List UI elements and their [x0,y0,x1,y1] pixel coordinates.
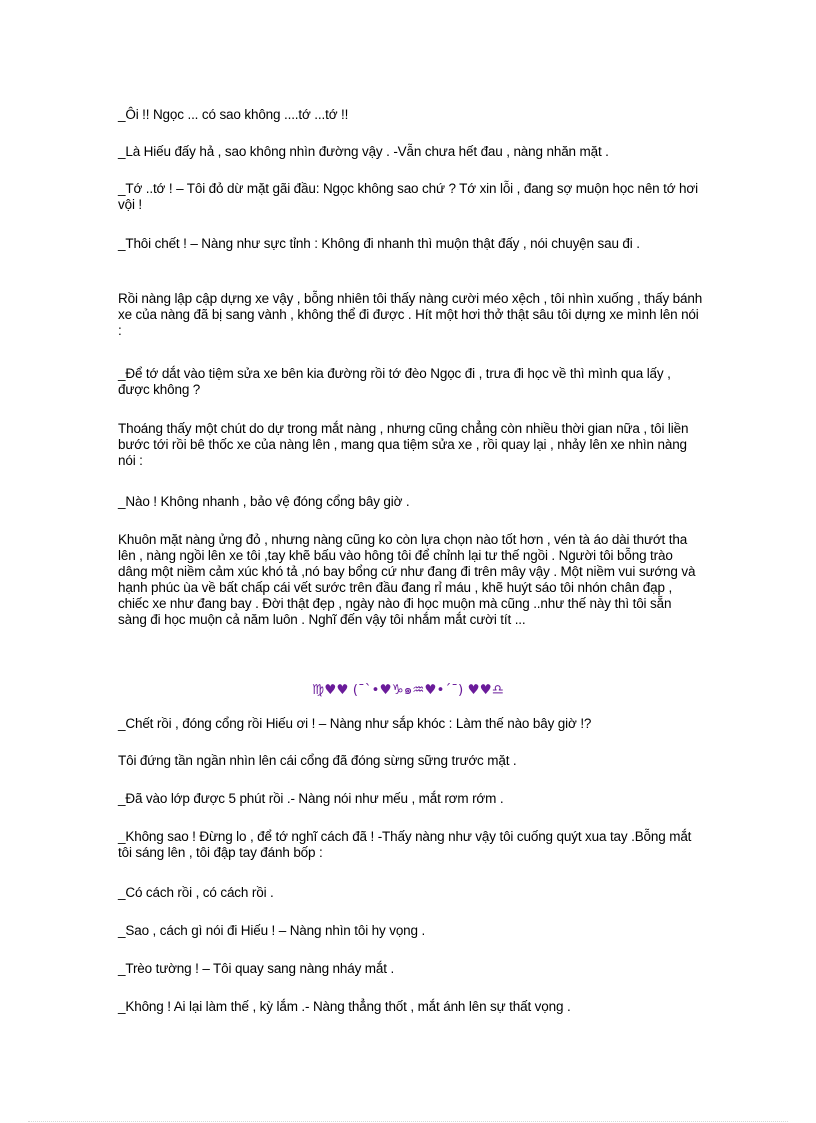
paragraph-text: Thoáng thấy một chút do dự trong mắt nàng , nhưng cũng chẳng còn nhiều thời gian nữa , tôi liền bước tới rồi bê thốc xe của nàng lên , mang qua tiệm sửa xe , rồi quay lại , nhảy lên xe nhìn nàng nói : [118,421,689,468]
paragraph-text: _Thôi chết ! – Nàng như sực tỉnh : Không đi nhanh thì muộn thật đấy , nói chuyện sau đi . [118,236,640,251]
paragraph-text: _Có cách rồi , có cách rồi . [118,885,274,900]
paragraph-9 [118,532,703,628]
paragraph-3 [118,181,703,213]
paragraph-16 [118,961,703,977]
paragraph-8 [118,494,703,510]
paragraph-5 [118,291,703,339]
ornament-divider: ♍♥♥ (¯`•♥♑๑♒♥•´¯) ♥♥♎ [312,682,504,698]
paragraph-17 [118,999,703,1015]
paragraph-14 [118,885,703,901]
paragraph-text: _Chết rồi , đóng cổng rồi Hiếu ơi ! – Nàng như sắp khóc : Làm thế nào bây giờ !? [118,716,592,731]
paragraph-2 [118,144,703,160]
paragraph-15 [118,923,703,939]
paragraph-text: _Đã vào lớp được 5 phút rồi .- Nàng nói như mếu , mắt rơm rớm . [118,791,504,806]
paragraph-1 [118,107,703,123]
paragraph-text: _Nào ! Không nhanh , bảo vệ đóng cổng bây giờ . [118,494,410,509]
paragraph-text: Rồi nàng lập cập dựng xe vậy , bỗng nhiên tôi thấy nàng cười méo xệch , tôi nhìn xuống , thấy bánh xe của nàng đã bị sang vành , không thể đi được . Hít một hơi thở thật sâu tôi dựng xe mình lên nói : [118,291,703,338]
paragraph-text: _Để tớ dắt vào tiệm sửa xe bên kia đường rồi tớ đèo Ngọc đi , trưa đi học về thì mình qua lấy , được không ? [118,366,671,397]
paragraph-12 [118,791,703,807]
paragraph-text: _Không sao ! Đừng lo , để tớ nghĩ cách đã ! -Thấy nàng như vậy tôi cuống quýt xua tay .Bỗng mắt tôi sáng lên , tôi đập tay đánh bốp : [118,829,692,860]
paragraph-6 [118,366,703,398]
paragraph-4 [118,236,703,252]
paragraph-text: Tôi đứng tần ngần nhìn lên cái cổng đã đóng sừng sững trước mặt . [118,753,517,768]
page-bottom-divider [28,1121,788,1122]
paragraph-7 [118,421,703,469]
paragraph-text: _Trèo tường ! – Tôi quay sang nàng nháy mắt . [118,961,395,976]
paragraph-text: _Ôi !! Ngọc ... có sao không ....tớ ...tớ !! [118,107,349,122]
paragraph-text: Khuôn mặt nàng ửng đỏ , nhưng nàng cũng ko còn lựa chọn nào tốt hơn , vén tà áo dài thướt tha lên , nàng ngồi lên xe tôi ,tay khẽ bấu vào hông tôi để chỉnh lại tư thế ngồi . Người tôi bỗng trào dâng một niềm cảm xúc khó tả ,nó bay bổng cứ như đang đi trên mây vậy . Một niềm vui sướng và hạnh phúc ùa về bất chấp cái vết sước trên đầu đang rỉ máu , khẽ huýt sáo tôi nhón chân đạp , chiếc xe như đang bay . Đời thật đẹp , ngày nào đi học muộn mà cũng ..như thế này thì tôi sẵn sàng đi học muộn cả năm luôn . Nghĩ đến vậy tôi nhắm mắt cười tít ... [118,532,696,627]
paragraph-text: _Sao , cách gì nói đi Hiếu ! – Nàng nhìn tôi hy vọng . [118,923,426,938]
paragraph-10 [118,716,703,732]
paragraph-text: _Không ! Ai lại làm thế , kỳ lắm .- Nàng thẳng thốt , mắt ánh lên sự thất vọng . [118,999,571,1014]
paragraph-13 [118,829,703,861]
paragraph-11 [118,753,703,769]
paragraph-text: _Là Hiếu đấy hả , sao không nhìn đường vậy . -Vẫn chưa hết đau , nàng nhăn mặt . [118,144,609,159]
paragraph-text: _Tớ ..tớ ! – Tôi đỏ dừ mặt gãi đầu: Ngọc không sao chứ ? Tớ xin lỗi , đang sợ muộn học nên tớ hơi vội ! [118,181,698,212]
